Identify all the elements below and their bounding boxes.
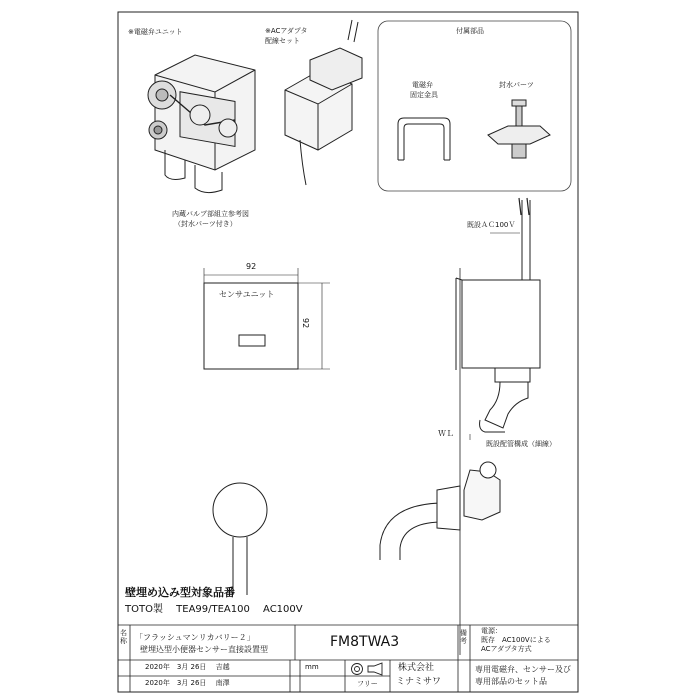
company-1: 株式会社 xyxy=(398,663,435,673)
label-solenoid-unit: ※電磁弁ユニット xyxy=(128,28,183,36)
company-2: ミナミサワ xyxy=(396,677,442,687)
side-view xyxy=(456,198,540,655)
label-valve-ref-2: （封水パーツ付き） xyxy=(174,220,237,228)
label-bracket-1: 電磁弁 xyxy=(412,81,433,89)
unit-label: mm xyxy=(305,663,319,671)
remark-2: 既存 AC100Vによる xyxy=(481,636,551,644)
remark-3: ACアダプタ方式 xyxy=(481,645,532,653)
label-bracket-2: 固定金具 xyxy=(410,91,438,99)
label-wl: ＷＬ xyxy=(438,429,454,438)
label-seal-parts: 封水パーツ xyxy=(499,81,534,89)
label-sensor-unit: センサユニット xyxy=(219,290,275,299)
remark-1: 電源： xyxy=(481,627,502,635)
scale-label: フリー xyxy=(357,680,378,688)
product-name-1: 「フラッシュマンリカバリー２」 xyxy=(135,633,255,642)
label-accessories: 付属部品 xyxy=(456,27,484,35)
seal-parts-illustration xyxy=(488,100,550,158)
solenoid-unit-illustration xyxy=(148,55,255,193)
product-name-2: 壁埋込型小便器センサー直接設置型 xyxy=(140,645,268,654)
remark-4: 専用電磁弁、センサー及び xyxy=(475,665,571,674)
remark-5: 専用部品のセット品 xyxy=(475,677,547,686)
accessories-box xyxy=(378,21,571,191)
label-existing-pipe: 既設配管構成（細線） xyxy=(486,440,556,448)
remark-label: 備考 xyxy=(460,629,467,645)
projection-symbol-icon xyxy=(350,662,386,676)
label-ac-adapter-2: 配線セット xyxy=(265,37,300,45)
dim-height: 92 xyxy=(301,318,310,329)
label-valve-ref-1: 内蔵バルブ部組立参考図 xyxy=(172,210,249,218)
model-number: FM8TWA3 xyxy=(330,634,400,650)
dim-width: 92 xyxy=(246,262,257,271)
date-checked: 2020年 3月 26日 南澤 xyxy=(145,679,230,687)
date-drawn: 2020年 3月 26日 吉越 xyxy=(145,663,230,671)
bracket-illustration xyxy=(398,118,450,160)
sensor-window xyxy=(239,335,265,346)
label-ac-adapter-1: ※ACアダプタ xyxy=(265,27,308,35)
flush-valve-outline xyxy=(213,483,267,595)
label-existing-ac: 既設ＡＣ100Ｖ xyxy=(467,221,516,229)
target-models: TOTO製 TEA99/TEA100 AC100V xyxy=(125,604,303,615)
name-label: 名称 xyxy=(120,629,127,645)
supply-pipe xyxy=(380,462,500,560)
target-title: 壁埋め込み型対象品番 xyxy=(125,586,235,599)
